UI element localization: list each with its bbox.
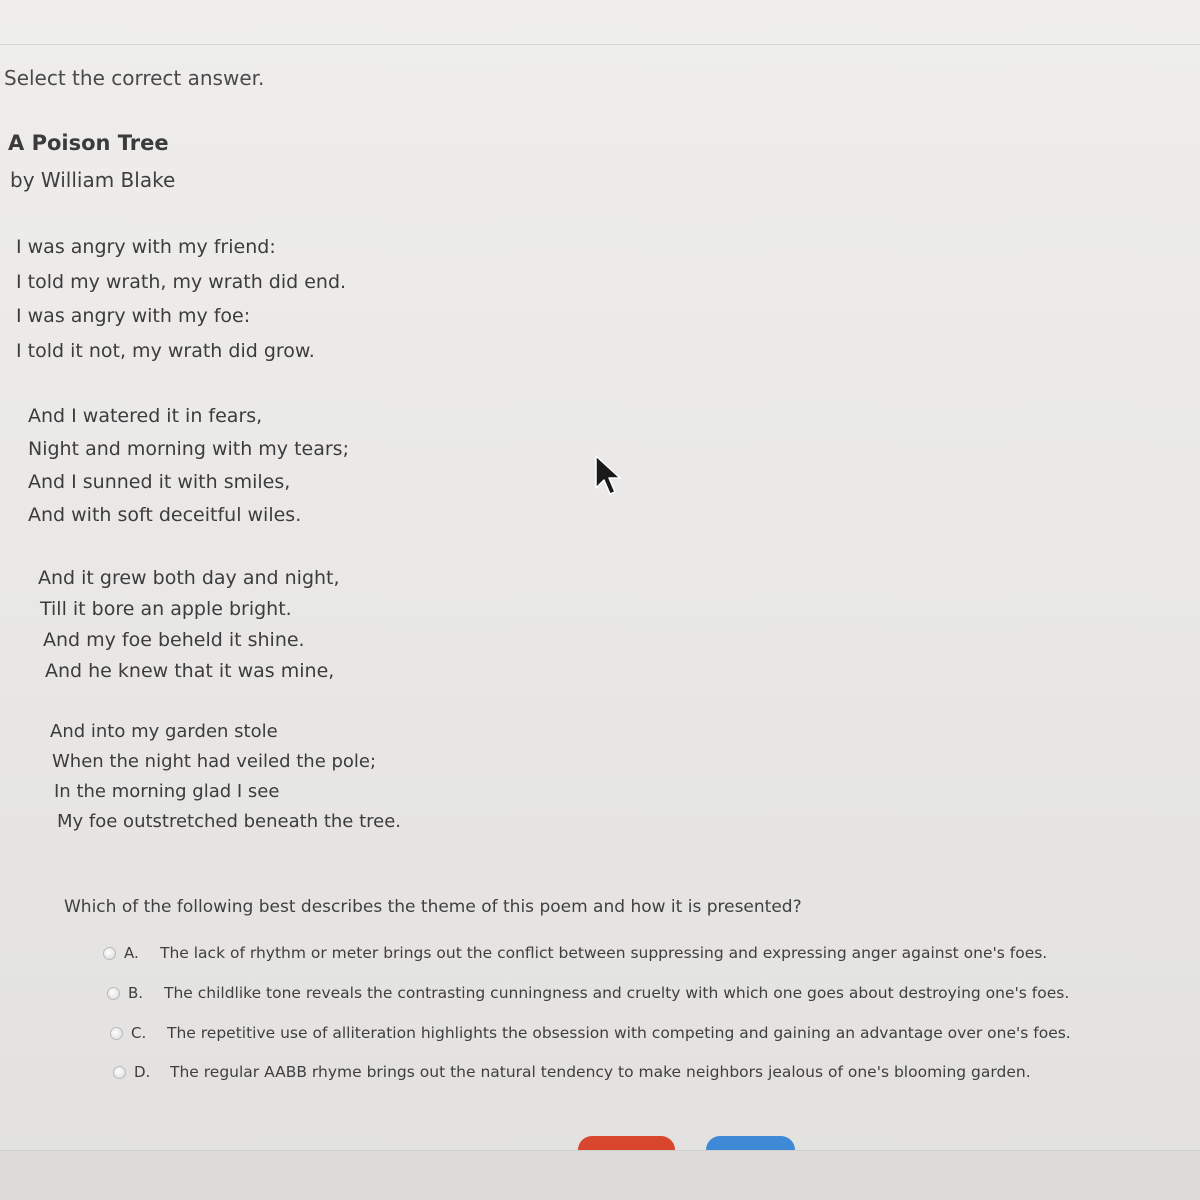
radio-button-b[interactable] [107, 987, 120, 1000]
poem-line: And my foe beheld it shine. [43, 629, 305, 651]
poem-line: In the morning glad I see [54, 781, 280, 802]
option-text[interactable]: The lack of rhythm or meter brings out the conflict between suppressing and expressing anger against one's foes. [160, 944, 1048, 962]
radio-button-c[interactable] [110, 1027, 123, 1040]
option-letter: A. [124, 944, 139, 962]
poem-stanza-2 [28, 405, 349, 537]
poem-line: When the night had veiled the pole; [52, 751, 377, 772]
option-letter: D. [134, 1063, 151, 1081]
poem-title: A Poison Tree [8, 131, 169, 155]
mouse-pointer-icon [594, 454, 622, 496]
poem-line: I told my wrath, my wrath did end. [16, 270, 347, 293]
answer-option-d[interactable] [113, 1063, 1031, 1081]
poem-line: And I watered it in fears, [28, 405, 263, 427]
poem-stanza-4 [50, 721, 401, 841]
poem-line: I was angry with my foe: [16, 305, 251, 327]
poem-line: My foe outstretched beneath the tree. [57, 811, 402, 832]
option-text[interactable]: The repetitive use of alliteration highlights the obsession with competing and gaining an advantage over one's foes. [167, 1024, 1071, 1042]
poem-author: by William Blake [10, 168, 176, 192]
instruction-text: Select the correct answer. [4, 66, 265, 90]
option-text[interactable]: The childlike tone reveals the contrasting cunningness and cruelty with which one goes about destroying one's foes. [164, 984, 1070, 1002]
poem-line: Night and morning with my tears; [28, 438, 349, 460]
answer-option-c[interactable] [110, 1024, 1071, 1042]
footer-bar [0, 1150, 1200, 1200]
poem-line: Till it bore an apple bright. [40, 598, 292, 620]
poem-line: And with soft deceitful wiles. [28, 504, 302, 526]
option-letter: B. [128, 984, 144, 1002]
radio-button-d[interactable] [113, 1066, 126, 1079]
poem-line: And it grew both day and night, [38, 567, 340, 589]
option-text[interactable]: The regular AABB rhyme brings out the natural tendency to make neighbors jealous of one's blooming garden. [170, 1063, 1031, 1081]
header-divider [0, 44, 1200, 45]
poem-line: And I sunned it with smiles, [28, 471, 291, 493]
poem-stanza-3 [38, 567, 340, 691]
poem-stanza-1 [16, 236, 346, 374]
poem-line: I told it not, my wrath did grow. [16, 339, 315, 362]
poem-line: And into my garden stole [50, 721, 278, 742]
answer-option-b[interactable] [107, 984, 1069, 1002]
poem-line: And he knew that it was mine, [45, 660, 335, 682]
option-letter: C. [131, 1024, 147, 1042]
answer-option-a[interactable] [103, 944, 1047, 962]
radio-button-a[interactable] [103, 947, 116, 960]
poem-line: I was angry with my friend: [16, 236, 276, 258]
question-text: Which of the following best describes the theme of this poem and how it is presented? [64, 897, 802, 917]
